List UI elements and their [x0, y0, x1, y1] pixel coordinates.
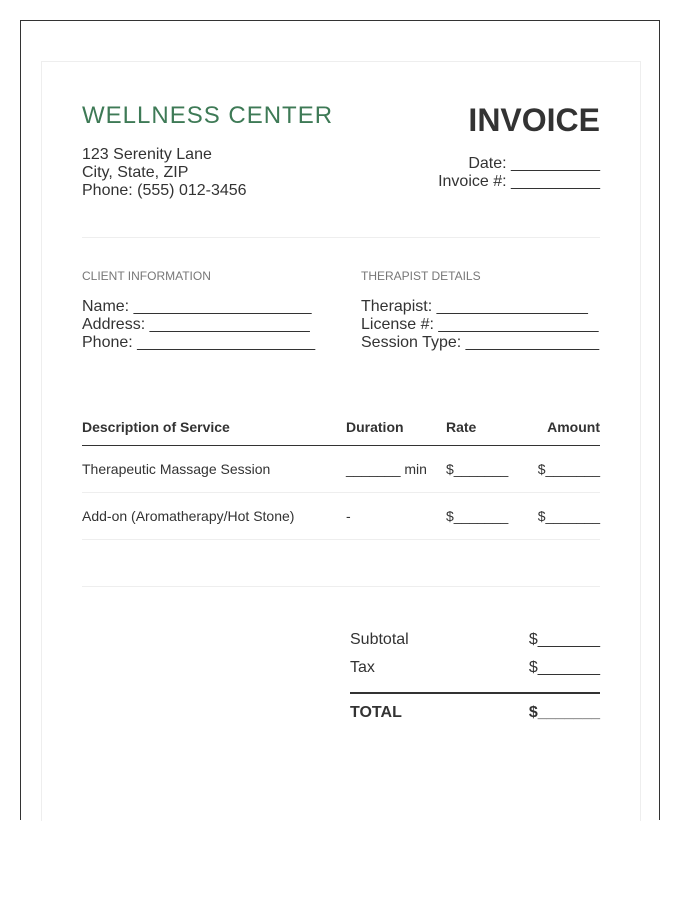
col-header-description: Description of Service: [82, 419, 230, 435]
col-header-amount: Amount: [547, 419, 600, 435]
total-label: TOTAL: [350, 704, 402, 721]
row-divider: [82, 539, 600, 540]
invoice-page: [20, 20, 660, 820]
row-amount: $_______: [537, 508, 600, 524]
therapist-section-title: THERAPIST DETAILS: [361, 269, 481, 283]
client-phone-field: Phone: ____________________: [82, 334, 316, 351]
therapist-license-field: License #: __________________: [361, 316, 599, 333]
tax-value: $_______: [528, 659, 600, 676]
company-address-line1: 123 Serenity Lane: [82, 146, 212, 163]
therapist-name-field: Therapist: _________________: [361, 298, 588, 315]
total-value: $_______: [528, 704, 600, 721]
row-duration: -: [346, 508, 351, 524]
col-header-duration: Duration: [346, 419, 404, 435]
table-end-divider: [82, 586, 600, 587]
total-divider: [350, 692, 600, 694]
subtotal-value: $_______: [528, 631, 600, 648]
client-section-title: CLIENT INFORMATION: [82, 269, 211, 283]
subtotal-label: Subtotal: [350, 631, 409, 648]
invoice-date-field: Date: __________: [468, 155, 600, 172]
row-rate: $_______: [446, 508, 509, 524]
table-header-divider: [82, 445, 600, 446]
company-address-line2: City, State, ZIP: [82, 164, 189, 181]
client-name-field: Name: ____________________: [82, 298, 312, 315]
session-type-field: Session Type: _______________: [361, 334, 600, 351]
invoice-number-field: Invoice #: __________: [438, 173, 600, 190]
company-phone: Phone: (555) 012-3456: [82, 182, 247, 199]
header-divider: [82, 237, 600, 238]
tax-label: Tax: [350, 659, 375, 676]
row-amount: $_______: [537, 461, 600, 477]
row-divider: [82, 492, 600, 493]
row-description: Therapeutic Massage Session: [82, 461, 271, 477]
row-duration: _______ min: [346, 461, 427, 477]
invoice-title: INVOICE: [468, 102, 600, 138]
company-name: WELLNESS CENTER: [82, 102, 334, 129]
client-address-field: Address: __________________: [82, 316, 310, 333]
invoice-content: [41, 61, 641, 821]
row-rate: $_______: [446, 461, 509, 477]
col-header-rate: Rate: [446, 419, 477, 435]
row-description: Add-on (Aromatherapy/Hot Stone): [82, 508, 295, 524]
